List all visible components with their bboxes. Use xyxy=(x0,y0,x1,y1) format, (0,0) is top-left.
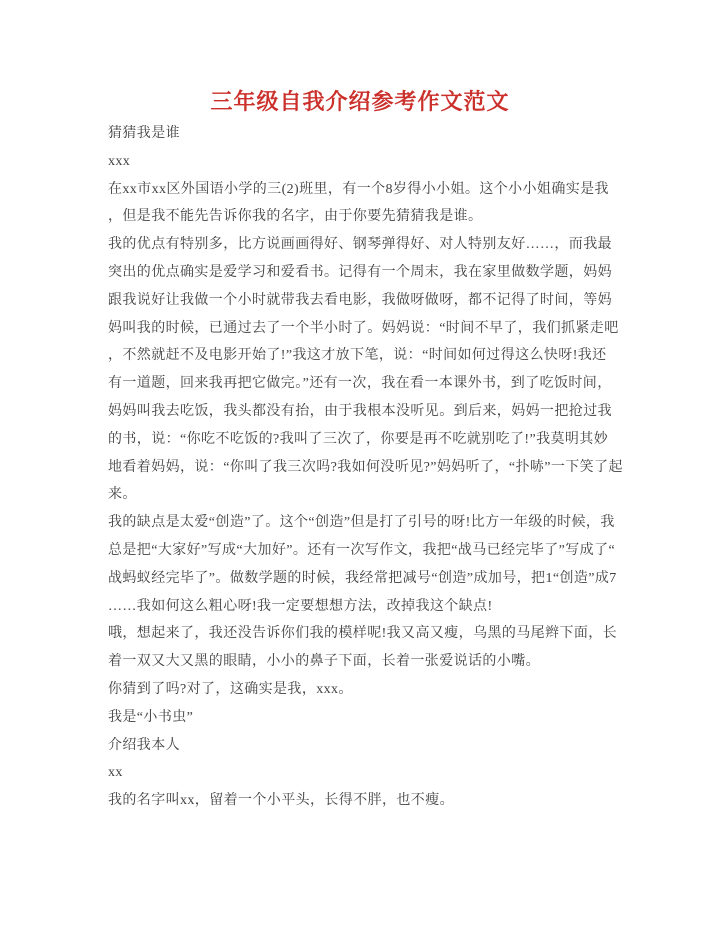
paragraph xyxy=(108,120,612,148)
text-line: 我的名字叫xx，留着一个小平头，长得不胖，也不瘦。 xyxy=(108,793,454,809)
text-line: 我的优点有特别多，比方说画画得好、钢琴弹得好、对人特别友好……，而我最 xyxy=(108,237,612,253)
paragraph xyxy=(108,620,618,676)
paragraph xyxy=(108,148,612,176)
text-line: 突出的优点确实是爱学习和爱看书。记得有一个周末，我在家里做数学题，妈妈 xyxy=(108,264,612,280)
paragraph xyxy=(108,231,623,509)
paragraph xyxy=(108,176,612,232)
text-line: 战蚂蚁经完毕了”。做数学题的时候，我经常把减号“创造”成加号，把1“创造”成7 xyxy=(108,570,617,586)
paragraph xyxy=(108,704,612,732)
text-line: 哦，想起来了，我还没告诉你们我的模样呢!我又高又瘦，乌黑的马尾辫下面，长 xyxy=(108,626,618,642)
paragraph xyxy=(108,509,617,620)
paragraph xyxy=(108,787,612,815)
text-line: 你猜到了吗?对了，这确实是我，xxx。 xyxy=(108,681,353,697)
text-line: 有一道题，回来我再把它做完。”还有一次，我在看一本课外书，到了吃饭时间， xyxy=(108,376,612,392)
document-content xyxy=(108,84,623,815)
text-line: 来。 xyxy=(108,487,137,503)
paragraph xyxy=(108,759,612,787)
text-line: 我的缺点是太爱“创造”了。这个“创造”但是打了引号的呀!比方一年级的时候，我 xyxy=(108,515,615,531)
document-body xyxy=(108,120,623,815)
text-line: 的书，说：“你吃不吃饭的?我叫了三次了，你要是再不吃就别吃了!”我莫明其妙 xyxy=(108,431,609,447)
paragraph xyxy=(108,732,612,760)
text-line: 地看着妈妈，说：“你叫了我三次吗?我如何没听见?”妈妈听了，“扑哧”一下笑了起 xyxy=(108,459,623,475)
text-line: 跟我说好让我做一个小时就带我去看电影，我做呀做呀，都不记得了时间，等妈 xyxy=(108,292,612,308)
text-line: xx xyxy=(108,765,123,781)
text-line: ……我如何这么粗心呀!我一定要想想方法，改掉我这个缺点! xyxy=(108,598,493,614)
text-line: 在xx市xx区外国语小学的三(2)班里，有一个8岁得小小姐。这个小小姐确实是我 xyxy=(108,181,609,197)
paragraph xyxy=(108,676,612,704)
text-line: ，但是我不能先告诉你我的名字，由于你要先猜猜我是谁。 xyxy=(108,209,483,225)
text-line: 妈妈叫我去吃饭，我头都没有抬，由于我根本没听见。到后来，妈妈一把抢过我 xyxy=(108,403,612,419)
text-line: 介绍我本人 xyxy=(108,737,180,753)
text-line: ，不然就赶不及电影开始了!”我这才放下笔，说：“时间如何过得这么快呀!我还 xyxy=(108,348,607,364)
text-line: 妈叫我的时候，已通过去了一个半小时了。妈妈说：“时间不早了，我们抓紧走吧 xyxy=(108,320,619,336)
text-line: 我是“小书虫” xyxy=(108,709,194,725)
document-title: 三年级自我介绍参考作文范文 xyxy=(210,89,510,114)
text-line: 猜猜我是谁 xyxy=(108,126,180,141)
text-line: 总是把“大家好”写成“大加好”。还有一次写作文，我把“战马已经完毕了”写成了“ xyxy=(108,542,616,558)
text-line: 着一双又大又黑的眼睛，小小的鼻子下面，长着一张爱说话的小嘴。 xyxy=(108,654,540,670)
text-line: xxx xyxy=(108,153,131,169)
